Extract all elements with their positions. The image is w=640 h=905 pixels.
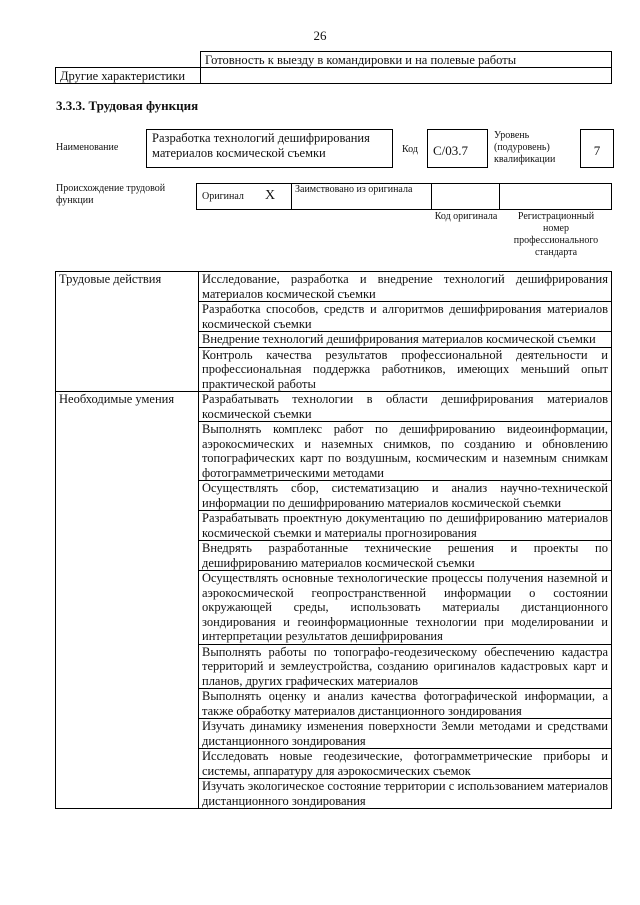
labor-action-item: Внедрение технологий дешифрирования материалов космической съемки <box>199 332 612 348</box>
other-characteristics-table <box>55 51 612 84</box>
skill-item: Разрабатывать проектную документацию по дешифрированию материалов космической съемки и материалы прогнозирования <box>199 511 612 541</box>
labor-action-item: Исследование, разработка и внедрение технологий дешифрирования материалов космической съемки <box>199 272 612 302</box>
function-name: Разработка технологий дешифрирования материалов космической съемки <box>146 129 393 168</box>
origin-row <box>196 183 612 210</box>
labor-action-item: Контроль качества результатов профессиональной деятельности и профессиональная поддержка работников, имеющих меньший опыт практической работы <box>199 347 612 392</box>
page-number: 26 <box>313 28 327 43</box>
other-characteristics-label: Другие характеристики <box>56 68 201 84</box>
function-details-table <box>55 271 612 809</box>
labor-action-item: Разработка способов, средств и алгоритмов дешифрирования материалов космической съемки <box>199 302 612 332</box>
skill-item: Исследовать новые геодезические, фотограмметрические приборы и системы, аппаратуру для аэрокосмических съемок <box>199 749 612 779</box>
table-row <box>56 272 612 302</box>
skill-item: Изучать экологическое состояние территории с использованием материалов дистанционного зондирования <box>199 779 612 809</box>
skills-label: Необходимые умения <box>56 392 199 809</box>
code-original-label: Код оригинала <box>434 211 498 222</box>
other-characteristics-value <box>201 68 612 84</box>
skill-item: Изучать динамику изменения поверхности Земли методами и средствами дистанционного зондирования <box>199 719 612 749</box>
reg-number-label: Регистрационный номер профессионального стандарта <box>513 211 599 258</box>
code-original-cell <box>431 183 499 210</box>
empty-cell <box>56 52 201 68</box>
skill-item: Осуществлять сбор, систематизацию и анализ научно-технической информации по дешифрированию материалов космической съемки <box>199 481 612 511</box>
name-label: Наименование <box>56 142 119 153</box>
borrowed-label: Заимствовано из оригинала <box>295 184 413 195</box>
original-label: Оригинал <box>202 191 244 202</box>
original-cell <box>196 183 291 210</box>
table-row <box>56 392 612 422</box>
original-mark: X <box>265 188 276 203</box>
field-work-readiness: Готовность к выезду в командировки и на полевые работы <box>201 52 612 68</box>
reg-number-cell <box>499 183 612 210</box>
skill-item: Выполнять работы по топографо-геодезическому обеспечению кадастра территорий и землеустройства, созданию оригиналов кадастровых карт и планов, других графических материалов <box>199 644 612 689</box>
function-code: С/03.7 <box>427 129 488 168</box>
skill-item: Выполнять оценку и анализ качества фотографической информации, а также обработку материалов дистанционного зондирования <box>199 689 612 719</box>
skill-item: Разрабатывать технологии в области дешифрирования материалов космической съемки <box>199 392 612 422</box>
skill-item: Выполнять комплекс работ по дешифрированию видеоинформации, аэрокосмических и наземных снимков, по созданию и обновлению топографических карт по воздушным, космическим и наземным снимкам фотограмметрическими методами <box>199 422 612 481</box>
qualification-level: 7 <box>580 129 614 168</box>
level-label: Уровень (подуровень) квалификации <box>494 130 556 165</box>
origin-label: Происхождение трудовой функции <box>56 183 166 206</box>
labor-actions-label: Трудовые действия <box>56 272 199 392</box>
borrowed-cell <box>291 183 431 210</box>
section-title: 3.3.3. Трудовая функция <box>56 98 199 113</box>
skill-item: Внедрять разработанные технические решения и проекты по дешифрированию материалов космической съемки <box>199 541 612 571</box>
skill-item: Осуществлять основные технологические процессы получения наземной и аэрокосмической геопространственной информации о состоянии окружающей среды, использовать материалы дистанционного зондирования и геоинформационные технологии при моделировании и интерпретации результатов дешифрирования <box>199 571 612 645</box>
code-label: Код <box>402 144 418 155</box>
